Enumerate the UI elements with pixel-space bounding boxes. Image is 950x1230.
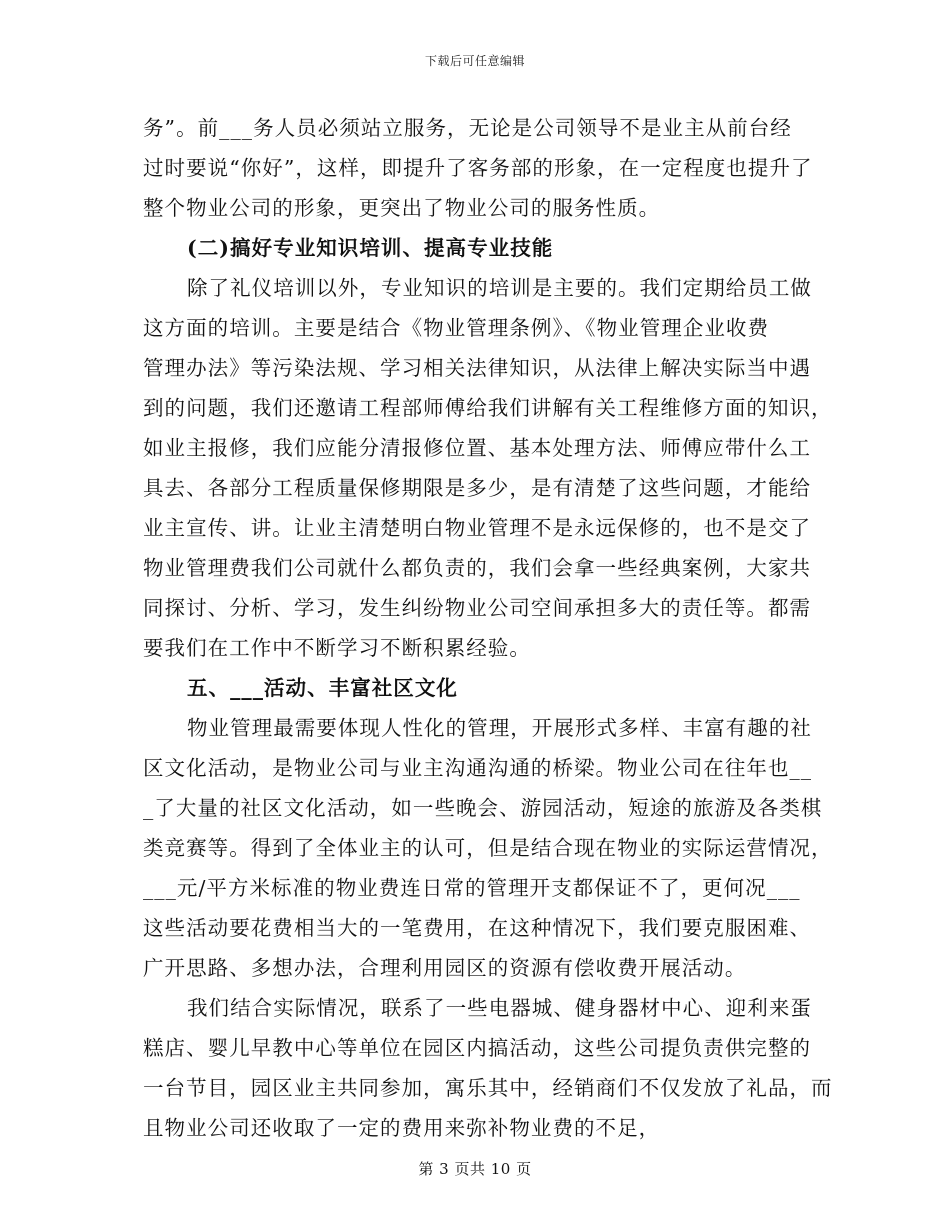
body-line: _了大量的社区文化活动，如一些晚会、游园活动，短途的旅游及各类棋 bbox=[143, 796, 823, 820]
body-line: 管理办法》等污染法规、学习相关法律知识，从法律上解决实际当中遇 bbox=[143, 356, 812, 380]
body-line: ___元/平方米标准的物业费连日常的管理开支都保证不了，更何况___ bbox=[143, 876, 801, 900]
document-body bbox=[143, 108, 833, 1148]
body-line: 如业主报修，我们应能分清报修位置、基本处理方法、师傅应带什么工 bbox=[143, 436, 812, 460]
body-line: 物业管理费我们公司就什么都负责的，我们会拿一些经典案例，大家共 bbox=[143, 556, 812, 580]
body-line: 整个物业公司的形象，更突出了物业公司的服务性质。 bbox=[143, 196, 661, 220]
body-line: 一台节目，园区业主共同参加，寓乐其中，经销商们不仅发放了礼品，而 bbox=[143, 1076, 833, 1100]
section-heading-community-culture: 五、___活动、丰富社区文化 bbox=[187, 676, 458, 700]
body-line: 务”。前___务人员必须站立服务，无论是公司领导不是业主从前台经 bbox=[143, 116, 792, 140]
section-heading-professional-training: (二)搞好专业知识培训、提高专业技能 bbox=[187, 236, 554, 260]
body-line: 具去、各部分工程质量保修期限是多少，是有清楚了这些问题，才能给 bbox=[143, 476, 812, 500]
body-line: 到的问题，我们还邀请工程部师傅给我们讲解有关工程维修方面的知识， bbox=[143, 396, 833, 420]
body-line: 区文化活动，是物业公司与业主沟通沟通的桥梁。物业公司在往年也__ bbox=[143, 756, 813, 780]
body-line: 糕店、婴儿早教中心等单位在园区内搞活动，这些公司提负责供完整的 bbox=[143, 1036, 812, 1060]
body-line: 过时要说“你好”，这样，即提升了客务部的形象，在一定程度也提升了 bbox=[143, 156, 813, 180]
body-line: 类竞赛等。得到了全体业主的认可，但是结合现在物业的实际运营情况， bbox=[143, 836, 833, 860]
body-line: 物业管理最需要体现人性化的管理，开展形式多样、丰富有趣的社 bbox=[187, 716, 812, 740]
body-line: 这方面的培训。主要是结合《物业管理条例》、《物业管理企业收费 bbox=[143, 316, 769, 340]
body-line: 广开思路、多想办法，合理利用园区的资源有偿收费开展活动。 bbox=[143, 956, 747, 980]
page-header: 下载后可任意编辑 bbox=[424, 54, 525, 68]
body-line: 且物业公司还收取了一定的费用来弥补物业费的不足， bbox=[143, 1116, 661, 1140]
body-line: 同探讨、分析、学习，发生纠纷物业公司空间承担多大的责任等。都需 bbox=[143, 596, 812, 620]
body-line: 这些活动要花费相当大的一笔费用，在这种情况下，我们要克服困难、 bbox=[143, 916, 812, 940]
body-line: 除了礼仪培训以外，专业知识的培训是主要的。我们定期给员工做 bbox=[187, 276, 812, 300]
page-footer: 第 3 页共 10 页 bbox=[418, 1160, 532, 1178]
body-line: 我们结合实际情况，联系了一些电器城、健身器材中心、迎利来蛋 bbox=[187, 996, 812, 1020]
body-line: 要我们在工作中不断学习不断积累经验。 bbox=[143, 636, 531, 660]
body-line: 业主宣传、讲。让业主清楚明白物业管理不是永远保修的，也不是交了 bbox=[143, 516, 812, 540]
